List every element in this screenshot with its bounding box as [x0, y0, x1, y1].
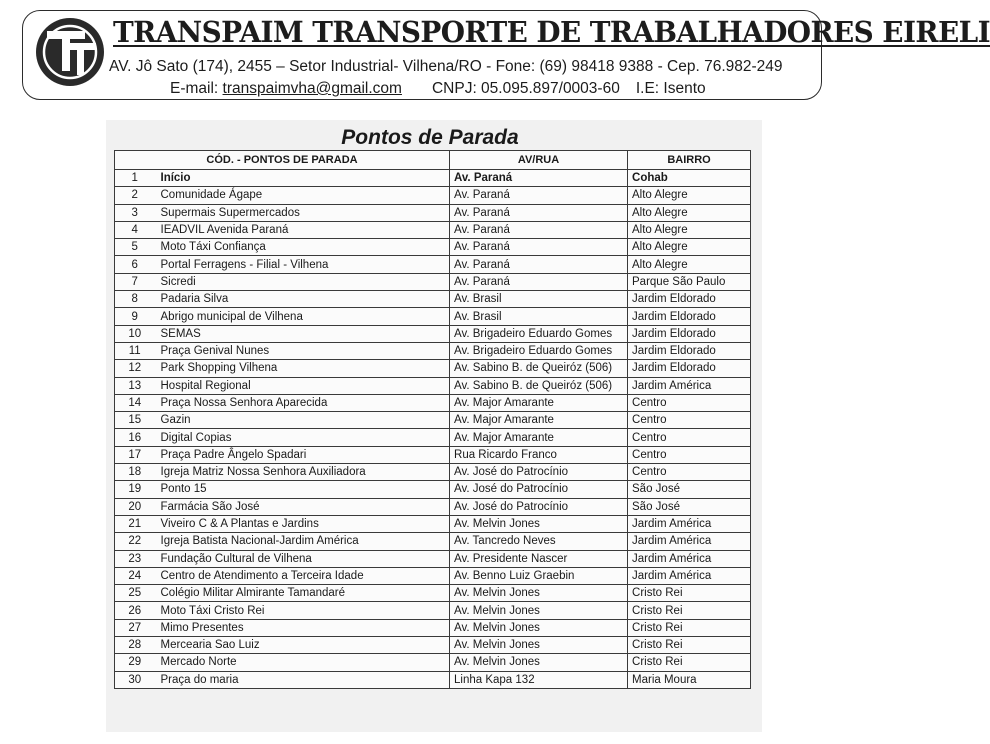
- stop-code-cell: 28: [115, 637, 155, 654]
- stop-bairro-cell: Jardim Eldorado: [628, 325, 751, 342]
- stop-place-cell: Mercearia Sao Luiz: [155, 637, 450, 654]
- stop-code-cell: 9: [115, 308, 155, 325]
- stop-bairro-cell: Alto Alegre: [628, 221, 751, 238]
- stop-street-cell: Av. Paraná: [450, 204, 628, 221]
- table-row: [115, 654, 751, 671]
- stop-bairro-cell: São José: [628, 498, 751, 515]
- stop-street-cell: Rua Ricardo Franco: [450, 446, 628, 463]
- stop-bairro-cell: Cristo Rei: [628, 637, 751, 654]
- stop-bairro-cell: Alto Alegre: [628, 204, 751, 221]
- stop-code-cell: 27: [115, 619, 155, 636]
- stop-street-cell: Av. Melvin Jones: [450, 515, 628, 532]
- table-row: [115, 602, 751, 619]
- stop-code-cell: 22: [115, 533, 155, 550]
- table-row: [115, 342, 751, 359]
- stop-code-cell: 7: [115, 273, 155, 290]
- stop-code-cell: 20: [115, 498, 155, 515]
- stop-bairro-cell: Cristo Rei: [628, 602, 751, 619]
- stop-place-cell: Digital Copias: [155, 429, 450, 446]
- letterhead: [22, 10, 990, 100]
- stop-street-cell: Av. Brigadeiro Eduardo Gomes: [450, 342, 628, 359]
- stop-code-cell: 30: [115, 671, 155, 688]
- table-row: [115, 239, 751, 256]
- stop-bairro-cell: São José: [628, 481, 751, 498]
- column-header-code-place: CÓD. - PONTOS DE PARADA: [115, 151, 450, 170]
- stop-bairro-cell: Jardim Eldorado: [628, 360, 751, 377]
- stop-place-cell: Fundação Cultural de Vilhena: [155, 550, 450, 567]
- stop-street-cell: Av. Paraná: [450, 256, 628, 273]
- stop-code-cell: 25: [115, 585, 155, 602]
- stop-place-cell: Praça Genival Nunes: [155, 342, 450, 359]
- stop-bairro-cell: Alto Alegre: [628, 239, 751, 256]
- stop-street-cell: Av. Sabino B. de Queiróz (506): [450, 377, 628, 394]
- stop-code-cell: 26: [115, 602, 155, 619]
- stop-street-cell: Av. Melvin Jones: [450, 602, 628, 619]
- stop-bairro-cell: Jardim Eldorado: [628, 342, 751, 359]
- stop-street-cell: Av. Melvin Jones: [450, 637, 628, 654]
- stop-street-cell: Av. Paraná: [450, 239, 628, 256]
- stop-bairro-cell: Centro: [628, 394, 751, 411]
- table-row: [115, 291, 751, 308]
- table-row: [115, 394, 751, 411]
- stop-street-cell: Av. Melvin Jones: [450, 619, 628, 636]
- stop-bairro-cell: Alto Alegre: [628, 187, 751, 204]
- stop-place-cell: Padaria Silva: [155, 291, 450, 308]
- table-row: [115, 412, 751, 429]
- company-address: AV. Jô Sato (174), 2455 – Setor Industrial- Vilhena/RO - Fone: (69) 98418 9388 - Cep. 76.982-249: [109, 58, 783, 75]
- stop-street-cell: Av. José do Patrocínio: [450, 464, 628, 481]
- table-row: [115, 170, 751, 187]
- stop-place-cell: Praça Nossa Senhora Aparecida: [155, 394, 450, 411]
- stop-street-cell: Av. Tancredo Neves: [450, 533, 628, 550]
- stop-code-cell: 23: [115, 550, 155, 567]
- table-row: [115, 637, 751, 654]
- stop-place-cell: IEADVIL Avenida Paraná: [155, 221, 450, 238]
- stop-bairro-cell: Centro: [628, 412, 751, 429]
- stop-place-cell: Mimo Presentes: [155, 619, 450, 636]
- table-row: [115, 619, 751, 636]
- stop-bairro-cell: Jardim América: [628, 515, 751, 532]
- stop-street-cell: Av. Paraná: [450, 221, 628, 238]
- stop-code-cell: 1: [115, 170, 155, 187]
- table-row: [115, 256, 751, 273]
- stop-code-cell: 18: [115, 464, 155, 481]
- stop-place-cell: Colégio Militar Almirante Tamandaré: [155, 585, 450, 602]
- stop-code-cell: 13: [115, 377, 155, 394]
- stop-code-cell: 11: [115, 342, 155, 359]
- stop-code-cell: 12: [115, 360, 155, 377]
- stop-street-cell: Av. Brasil: [450, 291, 628, 308]
- stop-code-cell: 4: [115, 221, 155, 238]
- stop-code-cell: 29: [115, 654, 155, 671]
- ie-text: I.E: Isento: [635, 80, 706, 97]
- stop-street-cell: Av. Major Amarante: [450, 429, 628, 446]
- table-row: [115, 585, 751, 602]
- table-row: [115, 429, 751, 446]
- stop-street-cell: Av. José do Patrocínio: [450, 481, 628, 498]
- stop-bairro-cell: Centro: [628, 464, 751, 481]
- stop-bairro-cell: Jardim Eldorado: [628, 308, 751, 325]
- stop-place-cell: Portal Ferragens - Filial - Vilhena: [155, 256, 450, 273]
- stop-street-cell: Av. Major Amarante: [450, 412, 628, 429]
- stop-street-cell: Av. Melvin Jones: [450, 585, 628, 602]
- stop-place-cell: Ponto 15: [155, 481, 450, 498]
- stop-street-cell: Av. Sabino B. de Queiróz (506): [450, 360, 628, 377]
- table-row: [115, 204, 751, 221]
- cnpj-text: CNPJ: 05.095.897/0003-60: [431, 80, 620, 97]
- stop-code-cell: 5: [115, 239, 155, 256]
- stop-code-cell: 2: [115, 187, 155, 204]
- stop-place-cell: Gazin: [155, 412, 450, 429]
- table-row: [115, 550, 751, 567]
- stop-code-cell: 6: [115, 256, 155, 273]
- table-row: [115, 567, 751, 584]
- table-row: [115, 515, 751, 532]
- stop-bairro-cell: Jardim América: [628, 533, 751, 550]
- stop-place-cell: Sicredi: [155, 273, 450, 290]
- stop-code-cell: 21: [115, 515, 155, 532]
- stop-bairro-cell: Jardim América: [628, 377, 751, 394]
- stop-place-cell: Praça do maria: [155, 671, 450, 688]
- stop-place-cell: Park Shopping Vilhena: [155, 360, 450, 377]
- stop-code-cell: 10: [115, 325, 155, 342]
- stop-bairro-cell: Alto Alegre: [628, 256, 751, 273]
- table-header-row: [115, 151, 751, 170]
- stop-code-cell: 3: [115, 204, 155, 221]
- stop-place-cell: Abrigo municipal de Vilhena: [155, 308, 450, 325]
- stop-bairro-cell: Jardim Eldorado: [628, 291, 751, 308]
- stop-code-cell: 17: [115, 446, 155, 463]
- table-row: [115, 187, 751, 204]
- stop-place-cell: Moto Táxi Confiança: [155, 239, 450, 256]
- table-row: [115, 533, 751, 550]
- stop-place-cell: Praça Padre Ângelo Spadari: [155, 446, 450, 463]
- stop-street-cell: Av. Presidente Nascer: [450, 550, 628, 567]
- stop-bairro-cell: Cristo Rei: [628, 585, 751, 602]
- table-row: [115, 308, 751, 325]
- stop-street-cell: Av. Benno Luiz Graebin: [450, 567, 628, 584]
- contact-line: [170, 80, 706, 98]
- stop-bairro-cell: Cristo Rei: [628, 654, 751, 671]
- stops-table-body: [115, 170, 751, 689]
- stop-place-cell: Centro de Atendimento a Terceira Idade: [155, 567, 450, 584]
- stop-street-cell: Av. Paraná: [450, 187, 628, 204]
- stop-code-cell: 16: [115, 429, 155, 446]
- stop-street-cell: Av. Melvin Jones: [450, 654, 628, 671]
- stop-place-cell: Comunidade Ágape: [155, 187, 450, 204]
- stop-bairro-cell: Cristo Rei: [628, 619, 751, 636]
- stop-place-cell: Moto Táxi Cristo Rei: [155, 602, 450, 619]
- stop-street-cell: Av. Major Amarante: [450, 394, 628, 411]
- email-link[interactable]: transpaimvha@gmail.com: [222, 80, 402, 97]
- stop-place-cell: Hospital Regional: [155, 377, 450, 394]
- stop-street-cell: Av. Paraná: [450, 170, 628, 187]
- stop-code-cell: 8: [115, 291, 155, 308]
- stop-place-cell: SEMAS: [155, 325, 450, 342]
- stop-bairro-cell: Jardim América: [628, 567, 751, 584]
- column-header-street: AV/RUA: [450, 151, 628, 170]
- stop-code-cell: 14: [115, 394, 155, 411]
- stop-code-cell: 19: [115, 481, 155, 498]
- table-row: [115, 273, 751, 290]
- stop-place-cell: Farmácia São José: [155, 498, 450, 515]
- tt-monogram-logo-icon: [33, 15, 107, 89]
- table-row: [115, 377, 751, 394]
- stop-street-cell: Av. Paraná: [450, 273, 628, 290]
- column-header-bairro: BAIRRO: [628, 151, 751, 170]
- document-title: Pontos de Parada: [341, 126, 519, 149]
- stop-bairro-cell: Centro: [628, 446, 751, 463]
- table-row: [115, 325, 751, 342]
- stop-bairro-cell: Maria Moura: [628, 671, 751, 688]
- table-row: [115, 481, 751, 498]
- stop-bairro-cell: Parque São Paulo: [628, 273, 751, 290]
- stop-place-cell: Viveiro C & A Plantas e Jardins: [155, 515, 450, 532]
- stop-code-cell: 15: [115, 412, 155, 429]
- stop-place-cell: Igreja Matriz Nossa Senhora Auxiliadora: [155, 464, 450, 481]
- stop-street-cell: Av. Brasil: [450, 308, 628, 325]
- stop-place-cell: Igreja Batista Nacional-Jardim América: [155, 533, 450, 550]
- stop-place-cell: Supermais Supermercados: [155, 204, 450, 221]
- table-row: [115, 221, 751, 238]
- table-row: [115, 671, 751, 688]
- stop-code-cell: 24: [115, 567, 155, 584]
- stop-place-cell: Mercado Norte: [155, 654, 450, 671]
- stop-street-cell: Av. José do Patrocínio: [450, 498, 628, 515]
- company-name: TRANSPAIM TRANSPORTE DE TRABALHADORES EIRELI: [113, 15, 990, 49]
- stop-bairro-cell: Cohab: [628, 170, 751, 187]
- table-row: [115, 498, 751, 515]
- stop-bairro-cell: Jardim América: [628, 550, 751, 567]
- email-label: E-mail:: [170, 80, 219, 97]
- table-row: [115, 360, 751, 377]
- stop-street-cell: Linha Kapa 132: [450, 671, 628, 688]
- stop-bairro-cell: Centro: [628, 429, 751, 446]
- stops-table: [114, 150, 751, 689]
- table-row: [115, 464, 751, 481]
- table-row: [115, 446, 751, 463]
- stop-street-cell: Av. Brigadeiro Eduardo Gomes: [450, 325, 628, 342]
- stop-place-cell: Início: [155, 170, 450, 187]
